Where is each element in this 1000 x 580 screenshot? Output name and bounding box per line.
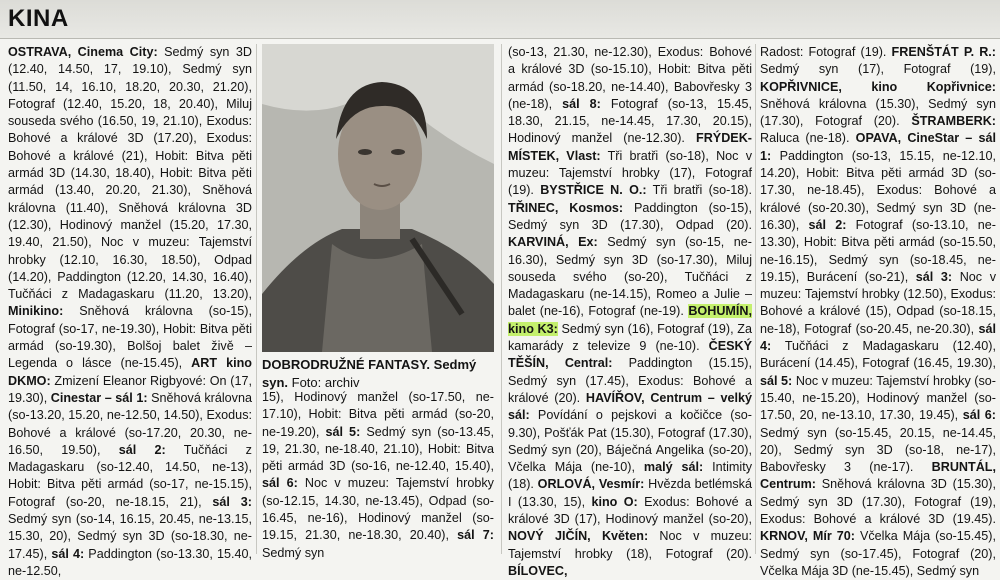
listing-text: Sedmý syn (so-15, ne-16.30), Sedmý syn 3D (so-17.30), Miluj souseda svého (so-20), Tučňáci z Madagaskaru (ne-14.15), Romeo a Julie – balet (ne-16), Fotograf (ne-19). <box>508 235 753 319</box>
listing-venue: sál 5: <box>325 424 361 439</box>
listing-text: Noc v muzeu: Tajemství hrobky (so-15.40, ne-15.20), Hodinový manžel (so-17.50, 20, ne-13.10, 17.30, 19.45), <box>760 373 996 423</box>
listing-text: Zmizení Eleanor Rigbyové: On (17, 19.30), <box>8 373 252 405</box>
listing-text: Povídání o pejskovi a kočičce (so-9.30), Pošťák Pat (15.30), Fotograf (17.30), Sedmý syn (20), Báječná Angelika (so-20), Včelka Mája (ne-10), <box>508 408 752 475</box>
listing-text: Fotograf (so-13.10, ne-13.30), Hobit: Bitva pěti armád (so-15.50, ne-16.15), Sedmý syn (so-18.45, ne-19.15), Burácení (so-21), <box>760 217 996 284</box>
portrait-illustration <box>262 44 494 352</box>
listing-text: Raluca (ne-18). <box>760 131 856 146</box>
listing-venue: HAVÍŘOV, Centrum – velký sál: <box>508 390 752 423</box>
listing-text: Paddington (so-13, 15.15, ne-12.10, 14.20), Hobit: Bitva pěti armád 3D (so-17.30, ne-18.45), Exodus: Bohové a králové (so-20.30), Sedmý syn 3D (ne-16.30), <box>760 148 996 232</box>
listing-venue: NOVÝ JIČÍN, Květen: <box>508 529 649 544</box>
listing-text: Sedmý syn (so-14, 16.15, 20.45, ne-13.15, 15.30, 20), Sedmý syn 3D (so-18.30, ne-17.45), <box>8 512 252 561</box>
listing-text: Hvězda betlémská I (13.30, 15), <box>508 477 752 509</box>
listing-venue: KRNOV, Mír 70: <box>760 529 855 544</box>
listing-venue: sál 4: <box>51 546 85 561</box>
listing-text: Paddington (so-13.30, 15.40, ne-12.50, <box>8 546 252 578</box>
column-divider <box>501 44 502 554</box>
listing-text: Sněhová královna (so-13.20, 15.20, ne-12.50, 14.50), Exodus: Bohové a králové (so-17.20, 20.30, ne-16.50, 19.50), <box>8 390 252 457</box>
listing-text: Noc v muzeu: Tajemství hrobky (so-12.15, 14.30, ne-13.45), Odpad (so-16.45, ne-16), Hodinový manžel (so-19.15, 21.30, ne-18.30, 20.40), <box>262 476 494 543</box>
listing-venue: sál 5: <box>760 373 793 388</box>
listing-text: (so-13, 21.30, ne-12.30), Exodus: Bohové a králové 3D (so-15.10), Hobit: Bitva pěti armád (so-18.20, ne-14.40), Babovřesky 3 (ne-18), <box>508 45 752 111</box>
listing-text: Sedmý syn (so-15.45, 20.15, ne-14.45, 20), Sedmý syn 3D (so-18, ne-17), Babovřesky 3 (ne-17). <box>760 425 996 475</box>
listing-venue: OPAVA, CineStar – sál 1: <box>760 131 997 163</box>
listing-venue: Minikino: <box>8 304 64 319</box>
listing-venue: KOPŘIVNICE, kino Kopřivnice: <box>760 79 996 94</box>
listing-venue: Cinestar – sál 1: <box>50 390 148 405</box>
listing-venue: BYSTŘICE N. O.: <box>540 183 647 198</box>
film-still-photo <box>262 44 494 352</box>
listing-text: 15), Hodinový manžel (so-17.50, ne-17.10), Hobit: Bitva pěti armád (so-20, ne-19.20), <box>262 390 494 439</box>
section-header-band <box>0 0 1000 39</box>
listing-venue: sál 2: <box>808 217 847 232</box>
column-2 <box>262 389 494 560</box>
column-3-text <box>508 44 752 580</box>
listing-text: Sedmý syn 3D (12.40, 14.50, 17, 19.10), Sedmý syn (11.50, 14, 16.10, 18.20, 20.30, 21.20), Fotograf (12.40, 15.20, 18, 20.40), Miluj souseda svého (16.50, 19, 21.10), Exodus: Bohové a králové 3D (17.20), Exodus: Bohové a králové (21), Hobit: Bitva pěti armád 3D (14.30, 18.40), Hobit: Bitva pěti armád (13.40, 20.20, 21.30), Sněhová královna (11.40), Sněhová královna 3D (12.30), Hodinový manžel (15.20, 17.30, 19.40, 21.50), Noc v muzeu: Tajemství hrobky (12.10, 16.30, 18.50), Odpad (14.20), Paddington (12.20, 14.30, 16.40), Tučňáci z Madagaskaru (11.20, 13.20), <box>8 45 252 302</box>
column-divider <box>755 44 756 554</box>
listing-text: Noc v muzeu: Tajemství hrobky (18), Fotograf (20). <box>508 529 752 561</box>
listing-venue: ORLOVÁ, Vesmír: <box>537 477 645 492</box>
listing-text: Tři bratři (so-18). <box>646 183 752 198</box>
listing-text: Sedmý syn (16), Fotograf (19), Za kamarády z televize 9 (ne-10). <box>508 321 752 354</box>
caption-heading: DOBRODRUŽNÉ FANTASY. Sedmý syn. <box>262 357 477 390</box>
listing-venue: malý sál: <box>643 460 704 475</box>
listing-venue: sál 8: <box>562 96 601 111</box>
listing-venue: OSTRAVA, Cinema City: <box>8 45 158 59</box>
listing-text: Tučňáci z Madagaskaru (12.40), Burácení (14.45), Fotograf (16.45, 19.30), <box>760 339 996 371</box>
listing-venue: sál 7: <box>457 528 494 543</box>
listing-text: Paddington (so-15), Sedmý syn 3D (17.30), Odpad (20). <box>508 200 752 232</box>
listing-venue: TŘINEC, Kosmos: <box>508 200 624 215</box>
listing-text: Sedmý syn (17), Fotograf (19), <box>760 62 996 77</box>
column-2-text <box>262 389 494 562</box>
listing-text: Exodus: Bohové a králové 3D (17), Hodinový manžel (so-20), <box>508 494 753 527</box>
listing-text: Intimity (18). <box>508 460 752 492</box>
listing-text: Sněhová královna 3D (15.30), Sedmý syn 3D (17.30), Fotograf (19), Exodus: Bohové a králové 3D (19.45). <box>760 477 996 527</box>
listing-text: Fotograf (so-13, 15.45, 18.30, 21.15, ne-14.45, 17.30, 20.15), Hodinový manžel (ne-12.30). <box>508 96 752 146</box>
section-title: KINA <box>8 5 69 32</box>
listing-text: Tučňáci z Madagaskaru (so-12.40, 14.50, ne-13), Hobit: Bitva pěti armád (so-17, ne-15.15), Fotograf (so-20, ne-18.15, 21), <box>8 442 252 509</box>
listing-text: Paddington (15.15), Sedmý syn (17.45), Exodus: Bohové a králové (20). <box>508 356 752 405</box>
listing-venue: BÍLOVEC, <box>508 563 568 578</box>
listing-text: Sněhová královna (so-15), Fotograf (so-17, ne-19.30), Hobit: Bitva pěti armád (so-19.30), Bolšoj balet živě – Legenda o lásce (ne-15.45), <box>8 304 252 371</box>
listing-venue-highlighted: BOHUMÍN, kino K3: <box>508 304 752 336</box>
column-4-text <box>760 44 996 580</box>
listing-text: Tři bratři (so-18), Noc v muzeu: Tajemství hrobky (17), Fotograf (19). <box>508 148 752 198</box>
column-1 <box>8 44 252 578</box>
column-divider <box>256 44 257 554</box>
listing-text: Včelka Mája (so-15.45), Sedmý syn (so-17.45), Fotograf (20), Včelka Mája 3D (ne-15.45), Sedmý syn <box>760 529 996 578</box>
listing-venue: BRUNTÁL, Centrum: <box>760 460 996 492</box>
listing-venue: FRÝDEK-MÍSTEK, Vlast: <box>508 131 752 163</box>
listing-venue: sál 4: <box>760 321 996 354</box>
listing-venue: FRENŠTÁT P. R.: <box>891 45 996 59</box>
listing-venue: sál 2: <box>118 442 166 457</box>
column-1-text <box>8 44 252 580</box>
caption-credit: Foto: archiv <box>291 375 360 390</box>
photo-caption <box>262 356 494 392</box>
listing-text: Sedmý syn <box>262 545 325 560</box>
listing-text: Radost: Fotograf (19). <box>760 45 892 59</box>
listing-venue: ART kino DKMO: <box>8 356 252 388</box>
listing-venue: sál 6: <box>962 408 996 423</box>
listing-text: Sedmý syn (so-13.45, 19, 21.30, ne-18.40, 21.10), Hobit: Bitva pěti armád 3D (so-16, ne-12.40, 15.40), <box>262 424 494 474</box>
listing-venue: sál 3: <box>915 269 953 284</box>
listing-venue: ŠTRAMBERK: <box>911 114 996 129</box>
column-4 <box>760 44 997 578</box>
listing-venue: KARVINÁ, Ex: <box>508 235 598 250</box>
listing-text: Noc v muzeu: Tajemství hrobky (12.50), Exodus: Bohové a králové (15), Odpad (so-18.15, ne-18), Fotograf (so-20.45, ne-20.30), <box>760 269 996 336</box>
listing-venue: sál 6: <box>262 476 298 491</box>
listing-venue: ČESKÝ TĚŠÍN, Central: <box>508 339 752 371</box>
listing-text: Sněhová královna (15.30), Sedmý syn (17.30), Fotograf (20). <box>760 96 996 129</box>
listing-venue: sál 3: <box>212 494 252 509</box>
column-3 <box>508 44 753 578</box>
listing-venue: kino O: <box>591 494 638 509</box>
